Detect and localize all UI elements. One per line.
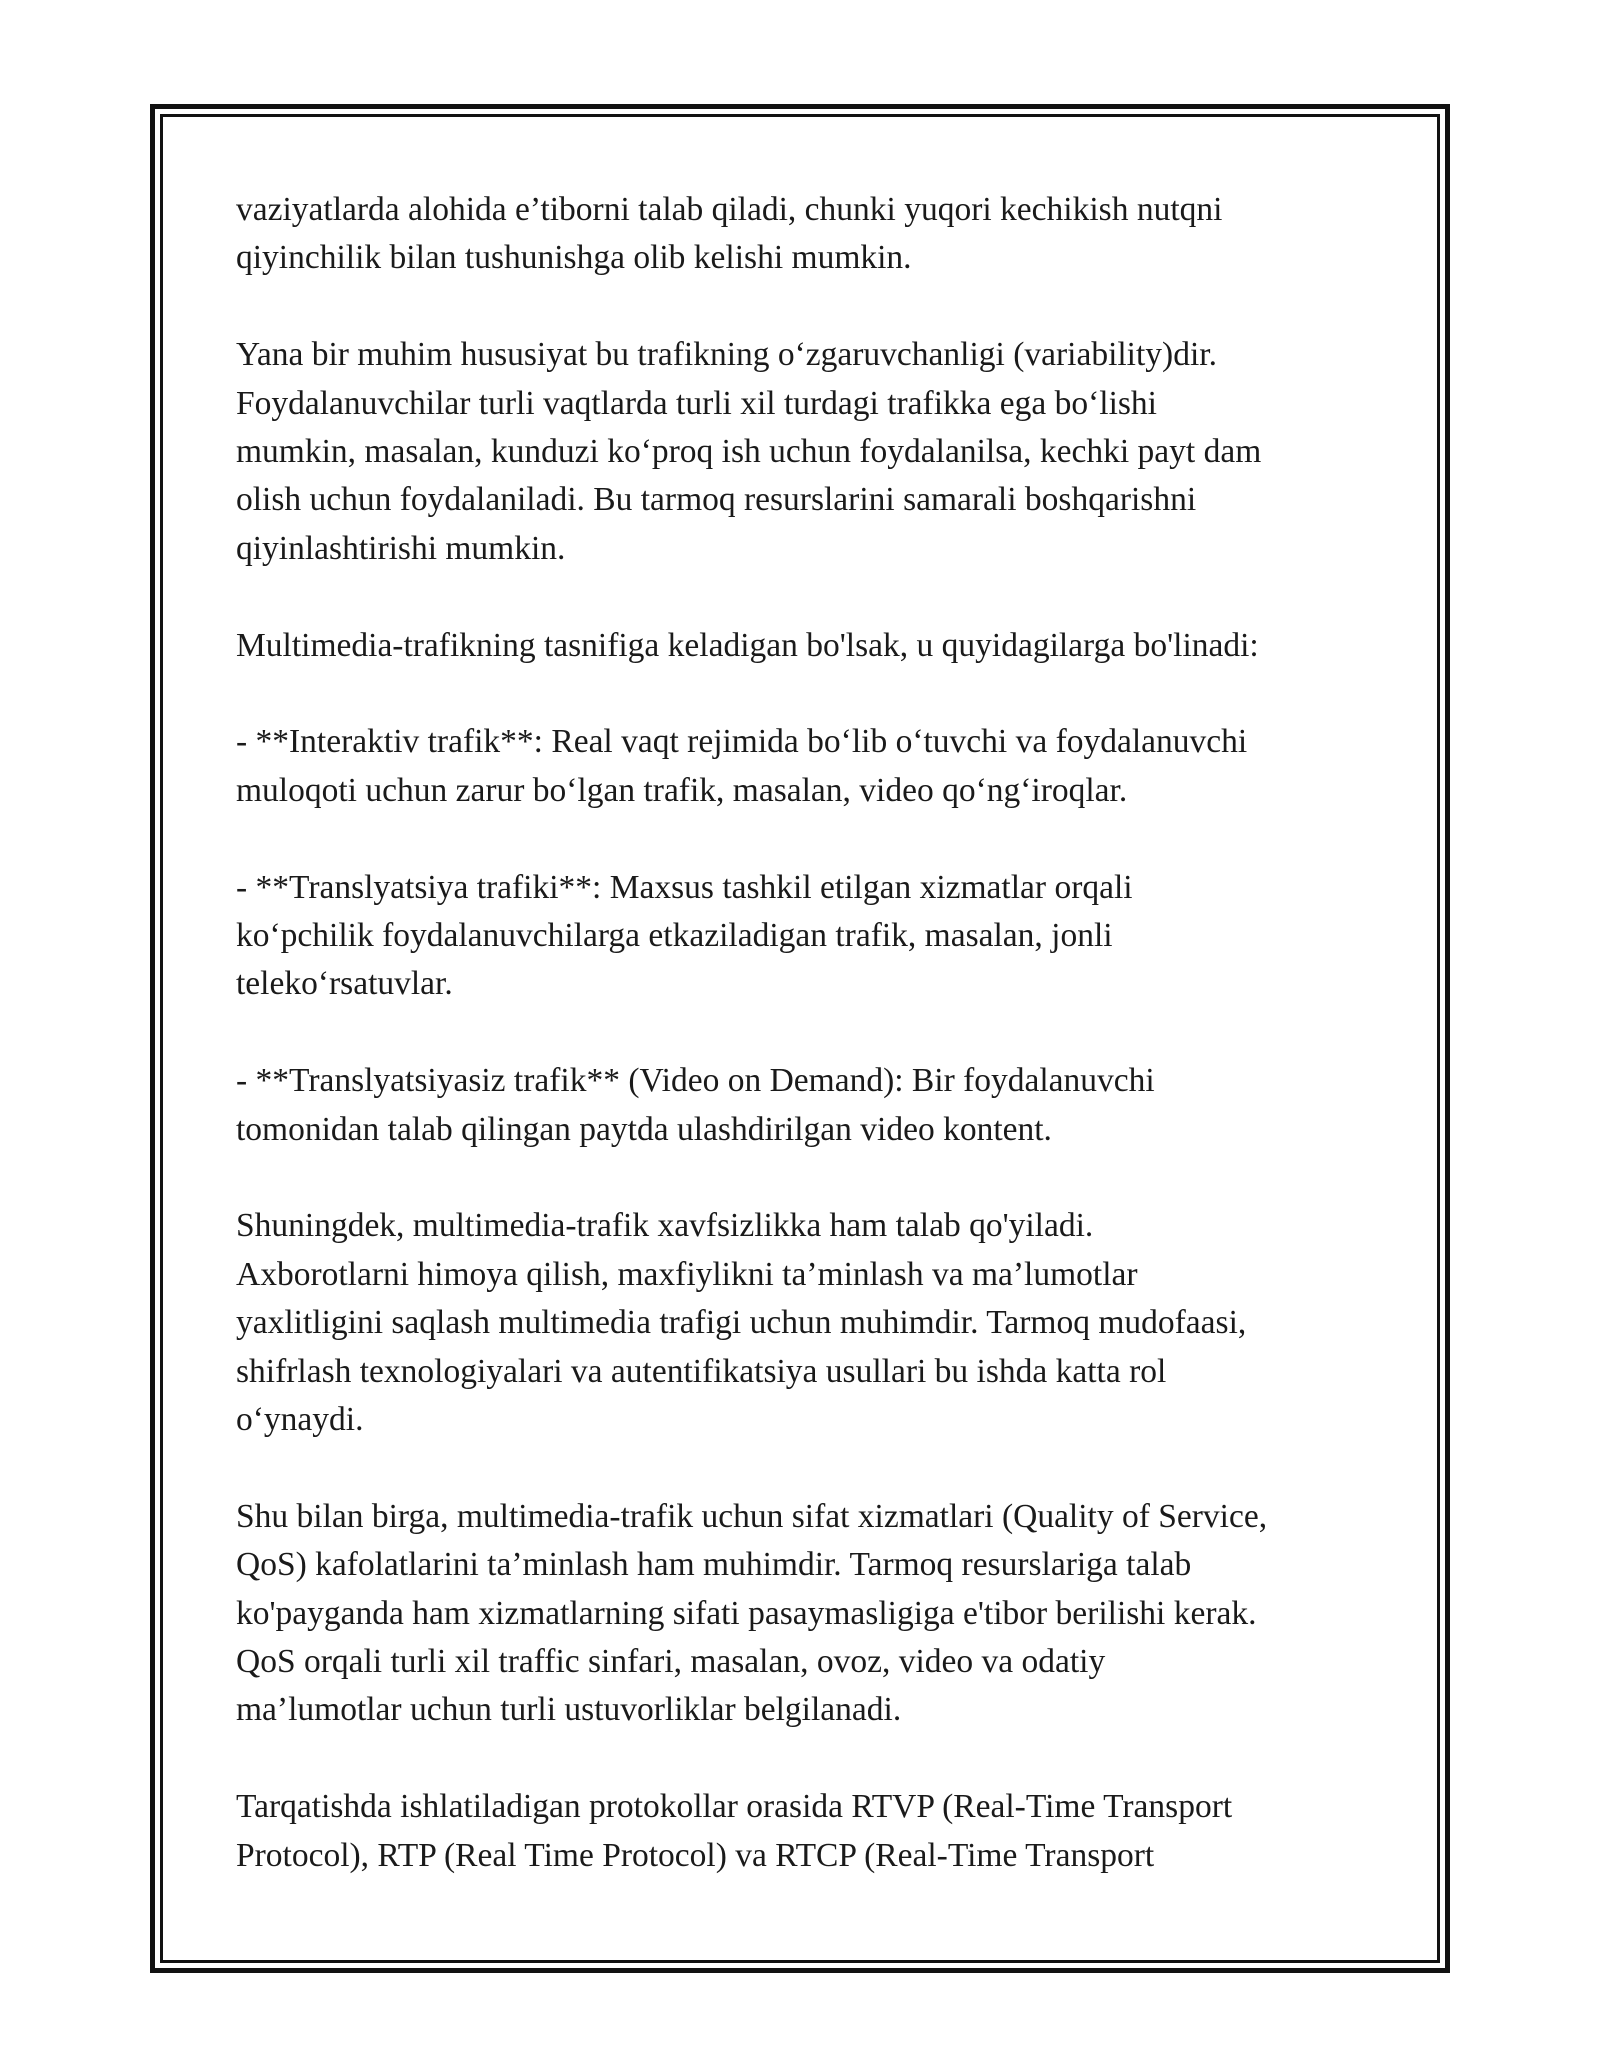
text-line: Yana bir muhim hususiyat bu trafikning o‘zgaruvchanligi (variability)dir. — [236, 336, 1217, 374]
text-line: - **Translyatsiya trafiki**: Maxsus tashkil etilgan xizmatlar orqali — [236, 868, 1133, 906]
text-line: Axborotlarni himoya qilish, maxfiylikni ta’minlash va ma’lumotlar — [236, 1255, 1138, 1293]
paragraph-security — [236, 1202, 1376, 1444]
text-line: ko'payganda ham xizmatlarning sifati pasaymasligiga e'tibor berilishi kerak. — [236, 1594, 1257, 1632]
paragraph-latency — [236, 186, 1376, 283]
text-line: qiyinchilik bilan tushunishga olib kelishi mumkin. — [236, 239, 912, 277]
text-line: muloqoti uchun zarur bo‘lgan trafik, masalan, video qo‘ng‘iroqlar. — [236, 771, 1128, 809]
text-line: Shuningdek, multimedia-trafik xavfsizlikka ham talab qo'yiladi. — [236, 1207, 1094, 1245]
text-line: o‘ynaydi. — [236, 1401, 364, 1439]
text-line: Multimedia-trafikning tasnifiga keladigan bo'lsak, u quyidagilarga bo'linadi: — [236, 626, 1259, 664]
text-line: mumkin, masalan, kunduzi ko‘proq ish uchun foydalanilsa, kechki payt dam — [236, 433, 1262, 471]
text-line: Shu bilan birga, multimedia-trafik uchun sifat xizmatlari (Quality of Service, — [236, 1497, 1268, 1535]
text-line: tomonidan talab qilingan paytda ulashdirilgan video kontent. — [236, 1110, 1052, 1148]
text-line: Tarqatishda ishlatiladigan protokollar orasida RTVP (Real-Time Transport — [236, 1788, 1233, 1826]
text-line: yaxlitligini saqlash multimedia trafigi uchun muhimdir. Tarmoq mudofaasi, — [236, 1304, 1247, 1342]
list-item-interactive-traffic — [236, 718, 1376, 815]
text-line: - **Interaktiv trafik**: Real vaqt rejimida bo‘lib o‘tuvchi va foydalanuvchi — [236, 723, 1248, 761]
text-line: teleko‘rsatuvlar. — [236, 965, 453, 1003]
text-line: - **Translyatsiyasiz trafik** (Video on Demand): Bir foydalanuvchi — [236, 1062, 1155, 1100]
text-line: ma’lumotlar uchun turli ustuvorliklar belgilanadi. — [236, 1691, 902, 1729]
document-body — [236, 186, 1376, 1928]
text-line: vaziyatlarda alohida e’tiborni talab qiladi, chunki yuqori kechikish nutqni — [236, 191, 1223, 228]
paragraph-variability — [236, 331, 1376, 573]
text-line: Foydalanuvchilar turli vaqtlarda turli xil turdagi trafikka ega bo‘lishi — [236, 384, 1157, 422]
list-item-broadcast-traffic — [236, 864, 1376, 1009]
text-line: QoS orqali turli xil traffic sinfari, masalan, ovoz, video va odatiy — [236, 1643, 1106, 1681]
text-line: Protocol), RTP (Real Time Protocol) va RTCP (Real-Time Transport — [236, 1836, 1155, 1874]
text-line: ko‘pchilik foydalanuvchilarga etkaziladigan trafik, masalan, jonli — [236, 917, 1113, 955]
text-line: shifrlash texnologiyalari va autentifikatsiya usullari bu ishda katta rol — [236, 1352, 1167, 1390]
list-item-vod-traffic — [236, 1057, 1376, 1154]
paragraph-classification-intro — [236, 622, 1376, 670]
paragraph-protocols — [236, 1783, 1376, 1880]
paragraph-qos — [236, 1493, 1376, 1735]
text-line: QoS) kafolatlarini ta’minlash ham muhimdir. Tarmoq resurslariga talab — [236, 1546, 1192, 1584]
text-line: olish uchun foydalaniladi. Bu tarmoq resurslarini samarali boshqarishni — [236, 481, 1197, 519]
text-line: qiyinlashtirishi mumkin. — [236, 529, 566, 567]
